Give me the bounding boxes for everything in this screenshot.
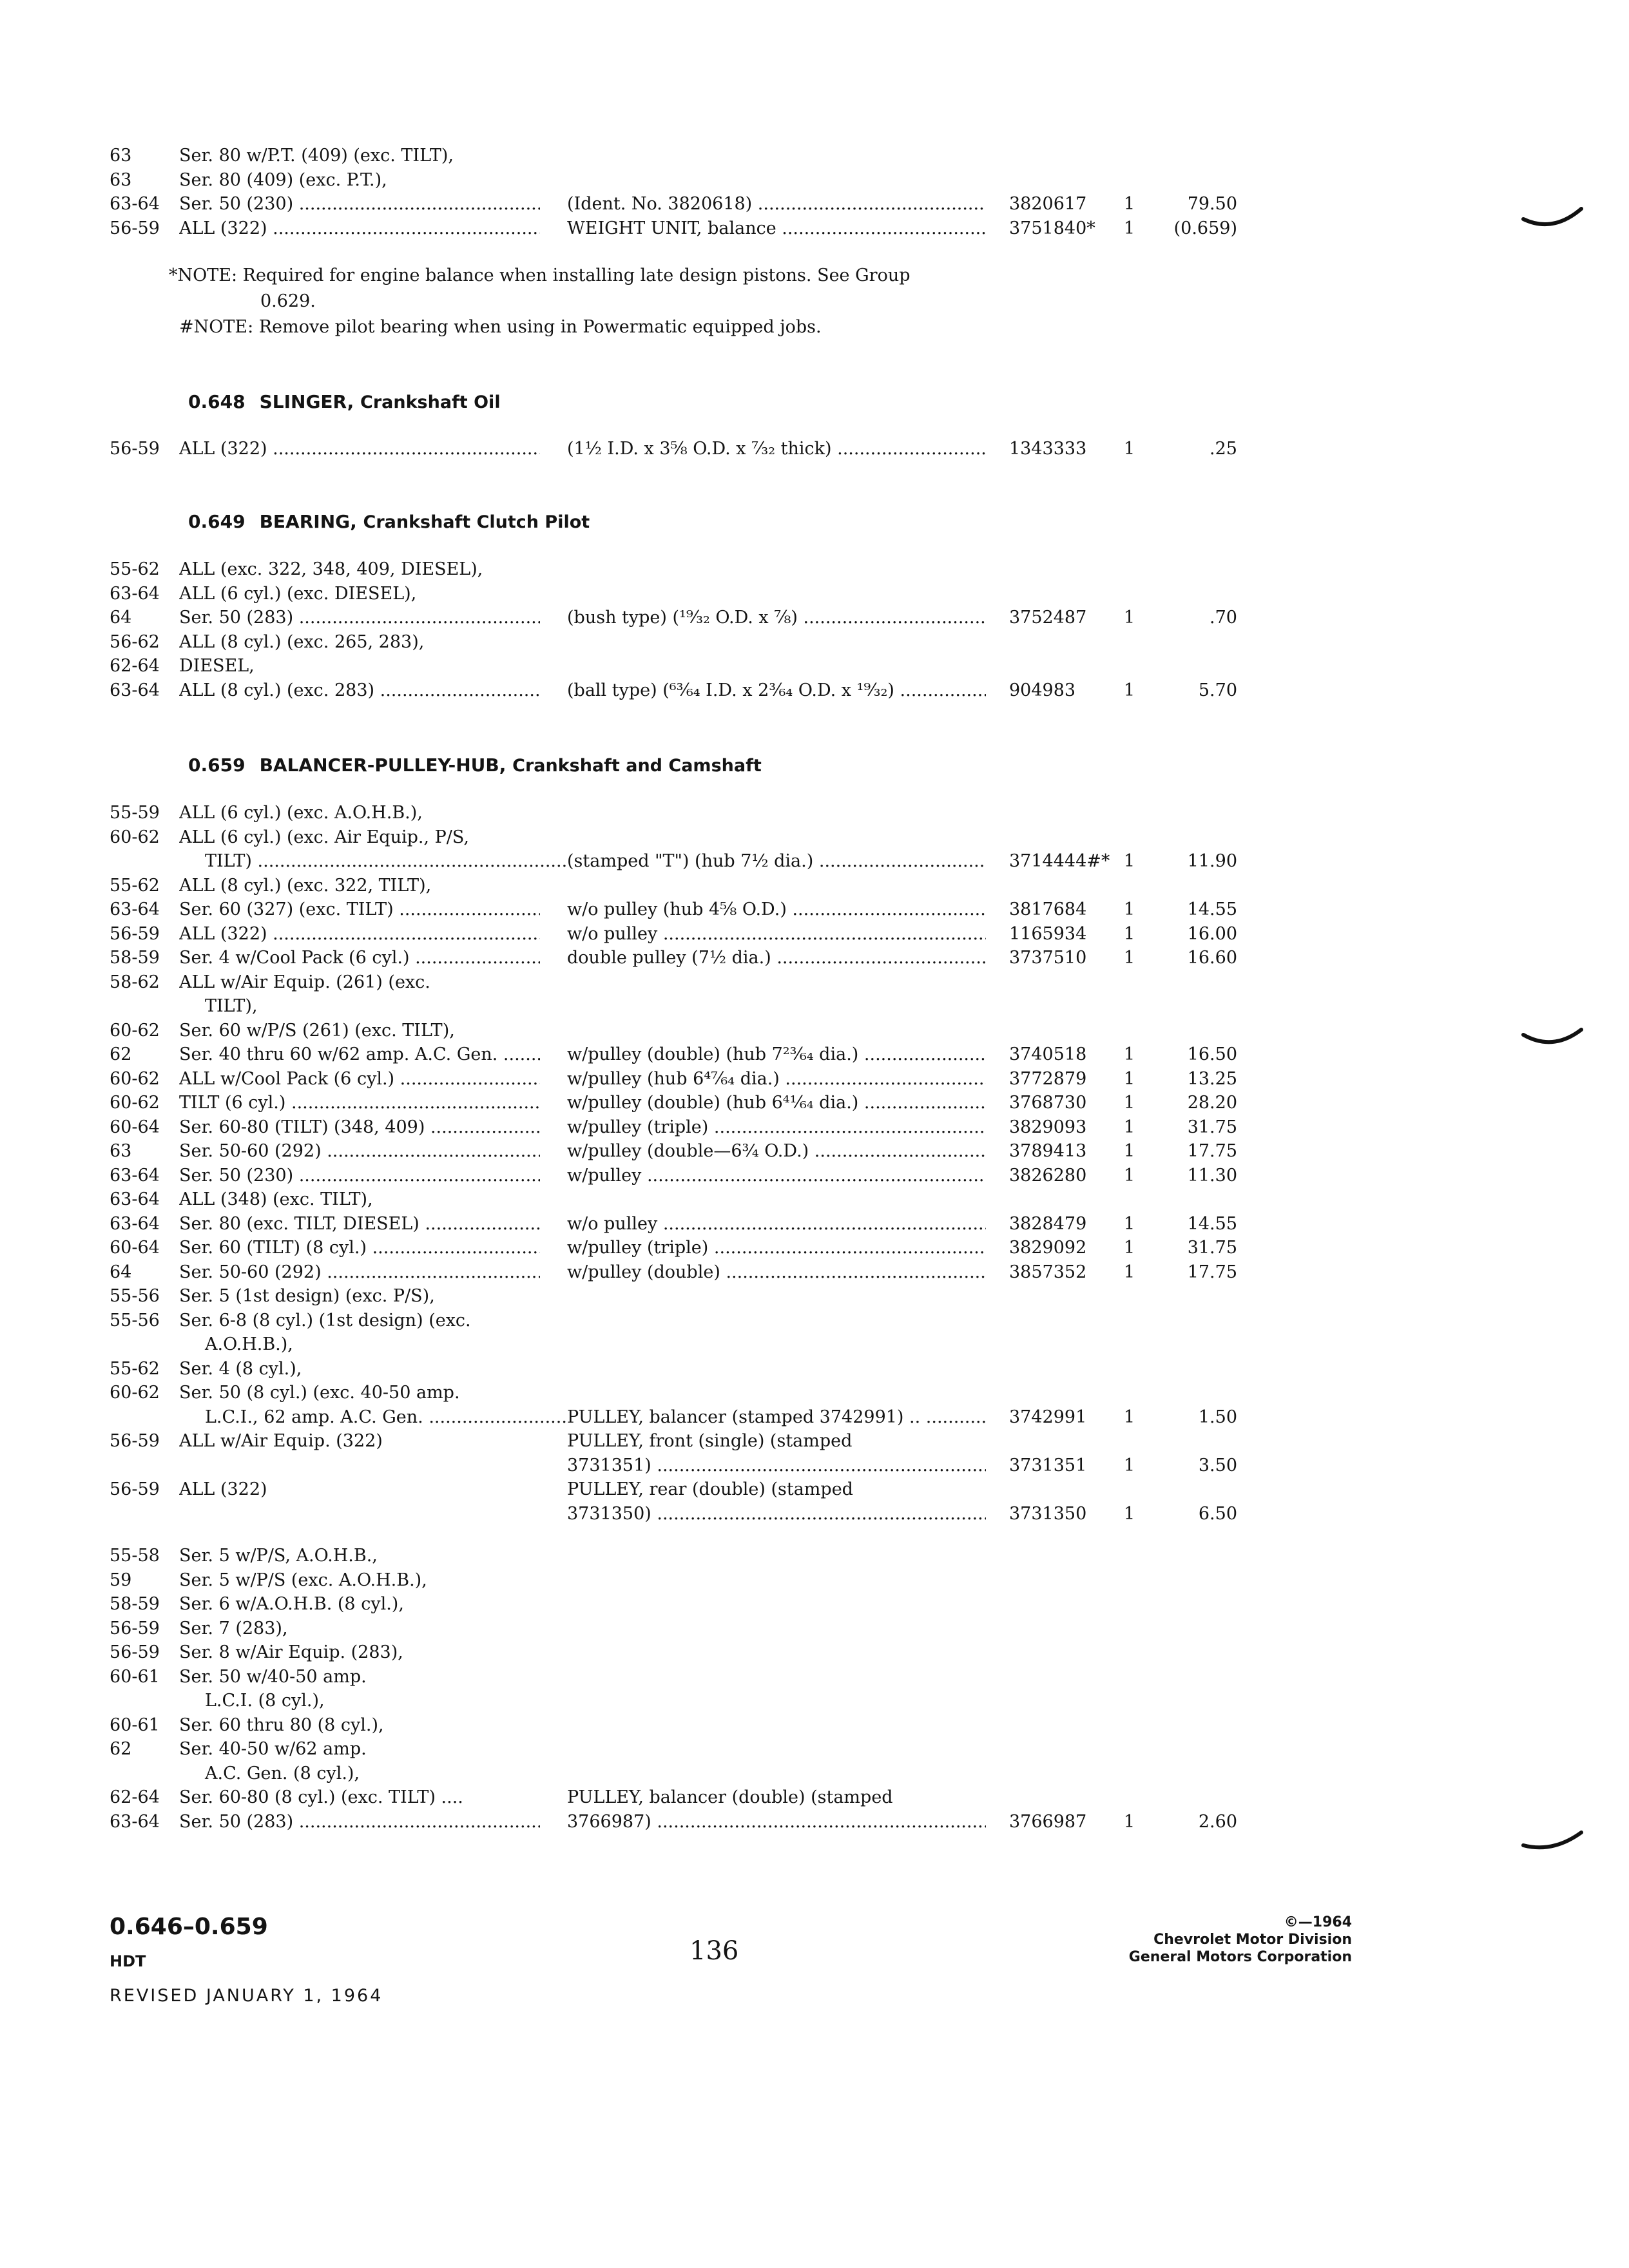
application: L.C.I. (8 cyl.), [205, 1691, 325, 1711]
application: Ser. 60-80 (TILT) (348, 409) ..... [179, 1115, 540, 1140]
section-title: SLINGER, [259, 391, 361, 412]
list-price: 79.50 [1187, 194, 1237, 214]
application: TILT), [205, 996, 258, 1016]
description: (stamped "T") (hub 7½ dia.) ..... [567, 849, 986, 874]
application: Ser. 6 w/A.O.H.B. (8 cyl.), [179, 1594, 404, 1614]
part-number: 3751840* [1009, 218, 1095, 238]
application: ALL (348) (exc. TILT), [179, 1189, 373, 1209]
list-price: 5.70 [1198, 680, 1237, 700]
model-years: 62-64 [110, 656, 160, 676]
model-years: 60-62 [110, 1068, 160, 1089]
quantity: 1 [1124, 1811, 1135, 1832]
quantity: 1 [1124, 899, 1135, 919]
application: Ser. 80 w/P.T. (409) (exc. TILT), [179, 146, 454, 166]
list-price: 11.90 [1187, 851, 1237, 871]
model-years: 55-56 [110, 1286, 160, 1306]
model-years: 56-62 [110, 631, 160, 652]
application: Ser. 50 (230) ..... [179, 1163, 540, 1189]
list-price: 14.55 [1187, 899, 1237, 919]
description: PULLEY, front (single) (stamped [567, 1431, 853, 1451]
model-years: 55-58 [110, 1546, 160, 1566]
model-years: 63 [110, 1141, 132, 1161]
model-years: 60-62 [110, 1020, 160, 1041]
quantity: 1 [1124, 851, 1135, 871]
section-heading [188, 389, 501, 416]
model-years: 55-56 [110, 1310, 160, 1331]
quantity: 1 [1124, 948, 1135, 968]
description: 3731350) ..... [567, 1501, 986, 1527]
part-number: 3826280 [1009, 1165, 1087, 1186]
description: w/pulley (double) (hub 7²³⁄₆₄ dia.) ..... [567, 1042, 986, 1068]
part-number: 3817684 [1009, 899, 1087, 919]
part-number: 3768730 [1009, 1093, 1087, 1113]
description: (ball type) (⁶³⁄₆₄ I.D. x 2³⁄₆₄ O.D. x ¹⁹⁄₃₂) ..... [567, 678, 986, 704]
description: w/pulley (double) ..... [567, 1260, 986, 1285]
model-years: 56-59 [110, 1479, 160, 1499]
part-number: 3742991 [1009, 1407, 1087, 1427]
application: DIESEL, [179, 656, 255, 676]
part-number: 3820617 [1009, 194, 1087, 214]
application: Ser. 4 w/Cool Pack (6 cyl.) ..... [179, 945, 540, 971]
list-price: 6.50 [1198, 1503, 1237, 1524]
list-price: 11.30 [1187, 1165, 1237, 1186]
application: ALL (8 cyl.) (exc. 265, 283), [179, 631, 425, 652]
application: A.O.H.B.), [205, 1334, 293, 1354]
application: Ser. 6-8 (8 cyl.) (1st design) (exc. [179, 1310, 471, 1331]
list-price: 31.75 [1187, 1238, 1237, 1258]
model-years: 56-59 [110, 439, 160, 459]
application: TILT (6 cyl.) ..... [179, 1090, 540, 1116]
description: 3731351) ..... [567, 1453, 986, 1479]
description: WEIGHT UNIT, balance ..... [567, 216, 986, 242]
quantity: 1 [1124, 439, 1135, 459]
model-years: 63-64 [110, 1811, 160, 1832]
application: ALL (322) ..... [179, 216, 540, 242]
list-price: 2.60 [1198, 1811, 1237, 1832]
model-years: 60-61 [110, 1715, 160, 1735]
application: Ser. 50 (283) ..... [179, 605, 540, 631]
description: w/pulley (hub 6⁴⁷⁄₆₄ dia.) ..... [567, 1066, 986, 1092]
description: w/o pulley (hub 4⅝ O.D.) ..... [567, 897, 986, 923]
list-price: 1.50 [1198, 1407, 1237, 1427]
model-years: 56-59 [110, 218, 160, 238]
footer-copyright-block [1129, 1914, 1352, 1966]
model-years: 62 [110, 1739, 132, 1759]
model-years: 55-62 [110, 559, 160, 579]
model-years: 55-62 [110, 1358, 160, 1379]
model-years: 60-62 [110, 827, 160, 847]
application: Ser. 60 (327) (exc. TILT) ..... [179, 897, 540, 923]
application: Ser. 50-60 (292) ..... [179, 1139, 540, 1164]
model-years: 63-64 [110, 1213, 160, 1234]
application: ALL w/Cool Pack (6 cyl.) ..... [179, 1066, 540, 1092]
quantity: 1 [1124, 1503, 1135, 1524]
model-years: 58-62 [110, 972, 160, 992]
quantity: 1 [1124, 608, 1135, 628]
application: ALL (6 cyl.) (exc. A.O.H.B.), [179, 803, 423, 823]
list-price: 16.00 [1187, 923, 1237, 944]
description: double pulley (7½ dia.) ..... [567, 945, 986, 971]
list-price: .25 [1210, 439, 1237, 459]
application: Ser. 50 (230) ..... [179, 191, 540, 217]
application: ALL (6 cyl.) (exc. Air Equip., P/S, [179, 827, 470, 847]
application: ALL (8 cyl.) (exc. 283) ..... [179, 678, 540, 704]
list-price: 28.20 [1187, 1093, 1237, 1113]
section-subtitle: Crankshaft Clutch Pilot [363, 512, 590, 532]
quantity: 1 [1124, 1117, 1135, 1137]
list-price: 3.50 [1198, 1455, 1237, 1475]
description: (1½ I.D. x 3⅝ O.D. x ⁷⁄₃₂ thick) ..... [567, 436, 986, 462]
model-years: 60-61 [110, 1666, 160, 1687]
application: Ser. 80 (409) (exc. P.T.), [179, 169, 387, 190]
model-years: 63-64 [110, 680, 160, 700]
margin-mark-top [1521, 205, 1585, 231]
section-heading [188, 753, 762, 779]
application: Ser. 40-50 w/62 amp. [179, 1739, 367, 1759]
model-years: 56-59 [110, 923, 160, 944]
note-balance-continued: 0.629. [260, 291, 316, 311]
quantity: 1 [1124, 680, 1135, 700]
section-heading [188, 509, 590, 535]
margin-mark-bottom [1521, 1829, 1585, 1854]
part-number: 3740518 [1009, 1044, 1087, 1064]
application: Ser. 50 (283) ..... [179, 1809, 540, 1835]
application: Ser. 80 (exc. TILT, DIESEL) ..... [179, 1211, 540, 1237]
model-years: 59 [110, 1570, 132, 1590]
application: ALL (322) ..... [179, 436, 540, 462]
list-price: 17.75 [1187, 1141, 1237, 1161]
application: Ser. 50 (8 cyl.) (exc. 40-50 amp. [179, 1383, 460, 1403]
list-price: 16.60 [1187, 948, 1237, 968]
part-number: 3829093 [1009, 1117, 1087, 1137]
footer-revised-date: REVISED JANUARY 1, 1964 [110, 1986, 383, 2006]
model-years: 63 [110, 169, 132, 190]
description: (bush type) (¹⁹⁄₃₂ O.D. x ⅞) ..... [567, 605, 986, 631]
part-number: 3714444#* [1009, 851, 1110, 871]
list-price: 31.75 [1187, 1117, 1237, 1137]
footer-sub-code: HDT [110, 1952, 146, 1970]
description: w/pulley ..... [567, 1163, 986, 1189]
application: ALL w/Air Equip. (322) [179, 1431, 383, 1451]
footer-division: Chevrolet Motor Division [1153, 1932, 1352, 1948]
application: L.C.I., 62 amp. A.C. Gen. ..... [179, 1405, 566, 1430]
list-price: 17.75 [1187, 1262, 1237, 1282]
model-years: 58-59 [110, 948, 160, 968]
description: w/pulley (double) (hub 6⁴¹⁄₆₄ dia.) ..... [567, 1090, 986, 1116]
quantity: 1 [1124, 1141, 1135, 1161]
model-years: 58-59 [110, 1594, 160, 1614]
part-number: 3857352 [1009, 1262, 1087, 1282]
application: ALL (exc. 322, 348, 409, DIESEL), [179, 559, 483, 579]
description: w/o pulley ..... [567, 1211, 986, 1237]
section-number: 0.649 [188, 511, 246, 532]
application: Ser. 5 w/P/S, A.O.H.B., [179, 1546, 378, 1566]
application: Ser. 5 w/P/S (exc. A.O.H.B.), [179, 1570, 427, 1590]
quantity: 1 [1124, 1044, 1135, 1064]
quantity: 1 [1124, 1238, 1135, 1258]
description: PULLEY, rear (double) (stamped [567, 1479, 853, 1499]
part-number: 904983 [1009, 680, 1076, 700]
part-number: 3752487 [1009, 608, 1087, 628]
note-pilot-bearing: #NOTE: Remove pilot bearing when using in Powermatic equipped jobs. [179, 317, 822, 337]
model-years: 63-64 [110, 1189, 160, 1209]
application: ALL (8 cyl.) (exc. 322, TILT), [179, 875, 432, 896]
description: (Ident. No. 3820618) ..... [567, 191, 986, 217]
model-years: 56-59 [110, 1642, 160, 1662]
application: Ser. 8 w/Air Equip. (283), [179, 1642, 403, 1662]
quantity: 1 [1124, 194, 1135, 214]
part-number: 3829092 [1009, 1238, 1087, 1258]
quantity: 1 [1124, 1262, 1135, 1282]
model-years: 63-64 [110, 583, 160, 604]
model-years: 64 [110, 1262, 132, 1282]
application: Ser. 60 thru 80 (8 cyl.), [179, 1715, 384, 1735]
footer-corporation: General Motors Corporation [1128, 1949, 1352, 1965]
list-price: .70 [1210, 608, 1237, 628]
description: w/o pulley ..... [567, 921, 986, 947]
model-years: 60-64 [110, 1117, 160, 1137]
application: Ser. 60-80 (8 cyl.) (exc. TILT) .... [179, 1787, 463, 1807]
model-years: 60-62 [110, 1093, 160, 1113]
model-years: 60-62 [110, 1383, 160, 1403]
section-title: BEARING, [259, 511, 363, 532]
margin-mark-middle [1521, 1026, 1585, 1052]
part-number: 3731350 [1009, 1503, 1087, 1524]
application: Ser. 60 w/P/S (261) (exc. TILT), [179, 1020, 455, 1041]
description: 3766987) ..... [567, 1809, 986, 1835]
description: w/pulley (triple) ..... [567, 1115, 986, 1140]
model-years: 55-62 [110, 875, 160, 896]
application: A.C. Gen. (8 cyl.), [205, 1763, 360, 1783]
quantity: 1 [1124, 1407, 1135, 1427]
model-years: 62 [110, 1044, 132, 1064]
list-price: 13.25 [1187, 1068, 1237, 1089]
footer-copyright: ©—1964 [1284, 1914, 1352, 1930]
section-subtitle: Crankshaft and Camshaft [512, 756, 762, 776]
part-number: 3828479 [1009, 1213, 1087, 1234]
application: Ser. 5 (1st design) (exc. P/S), [179, 1286, 435, 1306]
part-number: 3766987 [1009, 1811, 1087, 1832]
part-number: 1165934 [1009, 923, 1087, 944]
application: ALL (6 cyl.) (exc. DIESEL), [179, 583, 417, 604]
application: Ser. 40 thru 60 w/62 amp. A.C. Gen. ..... [179, 1042, 540, 1068]
quantity: 1 [1124, 1093, 1135, 1113]
list-price: 14.55 [1187, 1213, 1237, 1234]
part-number: 1343333 [1009, 439, 1087, 459]
description: PULLEY, balancer (double) (stamped [567, 1787, 893, 1807]
model-years: 63-64 [110, 194, 160, 214]
application: Ser. 50-60 (292) ..... [179, 1260, 540, 1285]
description: w/pulley (double—6¾ O.D.) ..... [567, 1139, 986, 1164]
section-number: 0.659 [188, 754, 246, 776]
application: TILT) ..... [179, 849, 566, 874]
quantity: 1 [1124, 1068, 1135, 1089]
description: PULLEY, balancer (stamped 3742991) .. ..... [567, 1405, 986, 1430]
section-number: 0.648 [188, 391, 246, 412]
note-balance: *NOTE: Required for engine balance when installing late design pistons. See Group [169, 265, 911, 285]
application: Ser. 4 (8 cyl.), [179, 1358, 302, 1379]
application: ALL w/Air Equip. (261) (exc. [179, 972, 430, 992]
part-number: 3772879 [1009, 1068, 1087, 1089]
list-price: 16.50 [1187, 1044, 1237, 1064]
page-number: 136 [689, 1936, 739, 1966]
application: ALL (322) ..... [179, 921, 540, 947]
model-years: 56-59 [110, 1431, 160, 1451]
section-subtitle: Crankshaft Oil [360, 392, 501, 412]
application: Ser. 50 w/40-50 amp. [179, 1666, 367, 1687]
part-number: 3731351 [1009, 1455, 1087, 1475]
model-years: 62-64 [110, 1787, 160, 1807]
quantity: 1 [1124, 1165, 1135, 1186]
model-years: 55-59 [110, 803, 160, 823]
footer-group-range: 0.646–0.659 [110, 1914, 268, 1940]
quantity: 1 [1124, 1213, 1135, 1234]
model-years: 56-59 [110, 1618, 160, 1639]
quantity: 1 [1124, 218, 1135, 238]
application: ALL (322) [179, 1479, 267, 1499]
section-title: BALANCER-PULLEY-HUB, [259, 754, 513, 776]
model-years: 64 [110, 608, 132, 628]
part-number: 3737510 [1009, 948, 1087, 968]
model-years: 63-64 [110, 899, 160, 919]
quantity: 1 [1124, 923, 1135, 944]
application: Ser. 7 (283), [179, 1618, 288, 1639]
list-price: (0.659) [1173, 218, 1237, 238]
model-years: 60-64 [110, 1238, 160, 1258]
model-years: 63 [110, 146, 132, 166]
description: w/pulley (triple) ..... [567, 1235, 986, 1261]
part-number: 3789413 [1009, 1141, 1087, 1161]
application: Ser. 60 (TILT) (8 cyl.) ..... [179, 1235, 540, 1261]
model-years: 63-64 [110, 1165, 160, 1186]
quantity: 1 [1124, 1455, 1135, 1475]
